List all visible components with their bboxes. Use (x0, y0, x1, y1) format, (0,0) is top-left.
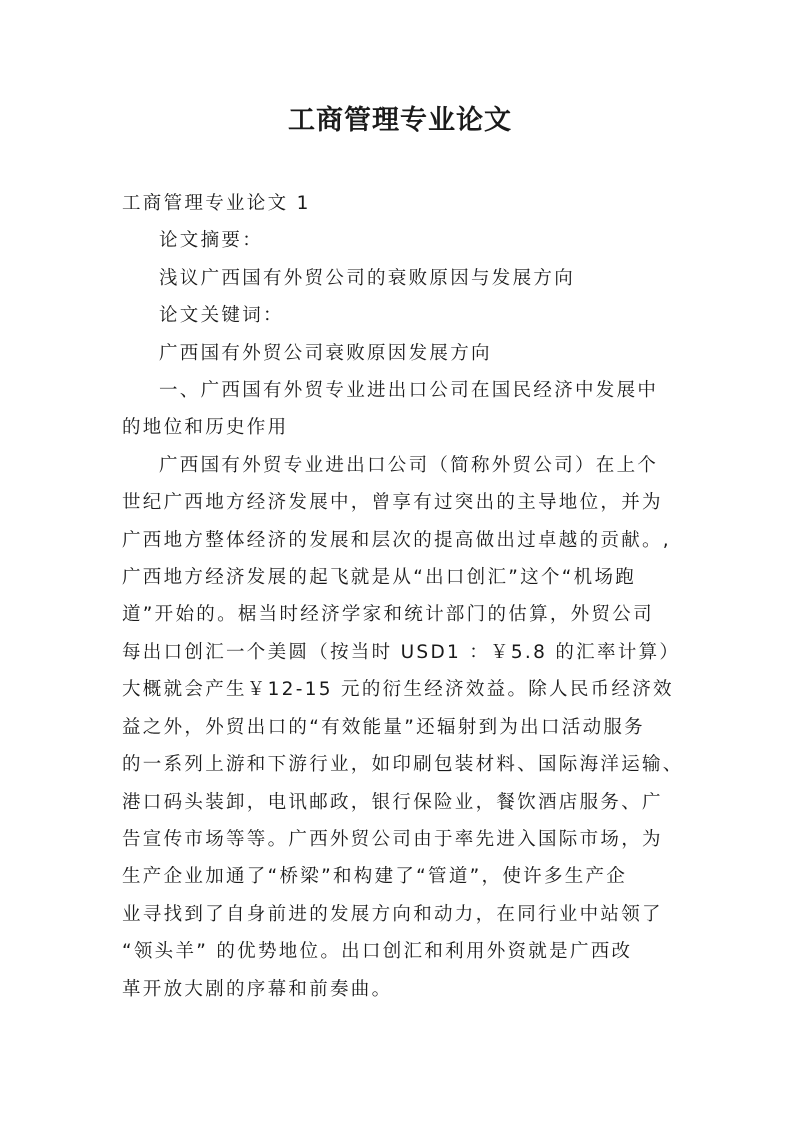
chapter-heading-line: 的地位和历史作用 (122, 417, 289, 439)
body-line: 广西地方经济发展的起飞就是从“出口创汇”这个“机场跑 (122, 567, 637, 589)
body-paragraph (122, 447, 684, 1008)
chapter-heading-line: 一、广西国有外贸专业进出口公司在国民经济中发展中 (159, 380, 659, 402)
body-line: 业寻找到了自身前进的发展方向和动力，在同行业中站领了 (122, 903, 663, 925)
body-line: 革开放大剧的序幕和前奏曲。 (122, 978, 393, 1000)
body-line: 道”开始的。椐当时经济学家和统计部门的估算，外贸公司 (122, 604, 654, 626)
keywords-label: 论文关键词： (159, 305, 284, 327)
document-body (122, 185, 684, 1008)
body-line: 广西国有外贸专业进出口公司（简称外贸公司）在上个 (159, 454, 659, 476)
keywords-text: 广西国有外贸公司衰败原因发展方向 (159, 342, 492, 364)
abstract-text: 浅议广西国有外贸公司的衰败原因与发展方向 (159, 267, 576, 289)
body-line: 告宣传市场等等。广西外贸公司由于率先进入国际市场，为 (122, 828, 663, 850)
document-title: 工商管理专业论文 (288, 105, 512, 136)
body-line: 大概就会产生￥12-15 元的衍生经济效益。除人民币经济效 (122, 679, 674, 701)
body-line: “领头羊” 的优势地位。出口创汇和利用外资就是广西改 (122, 941, 633, 963)
section-heading: 工商管理专业论文 1 (122, 193, 311, 214)
body-line: 的一系列上游和下游行业，如印刷包装材料、国际海洋运输、 (122, 754, 684, 776)
chapter-heading (122, 372, 680, 447)
body-line: 生产企业加通了“桥梁”和构建了“管道”，使许多生产企 (122, 866, 628, 888)
abstract-label: 论文摘要： (159, 230, 264, 252)
body-line: 广西地方整体经济的发展和层次的提高做出过卓越的贡献。, (122, 529, 671, 551)
body-line: 世纪广西地方经济发展中，曾享有过突出的主导地位，并为 (122, 492, 663, 514)
body-line: 益之外，外贸出口的“有效能量”还辐射到为出口活动服务 (122, 716, 645, 738)
body-line: 港口码头装卸，电讯邮政，银行保险业，餐饮酒店服务、广 (122, 791, 663, 813)
body-line: 每出口创汇一个美圆（按当时 USD1 ：￥5.8 的汇率计算） (122, 641, 681, 663)
